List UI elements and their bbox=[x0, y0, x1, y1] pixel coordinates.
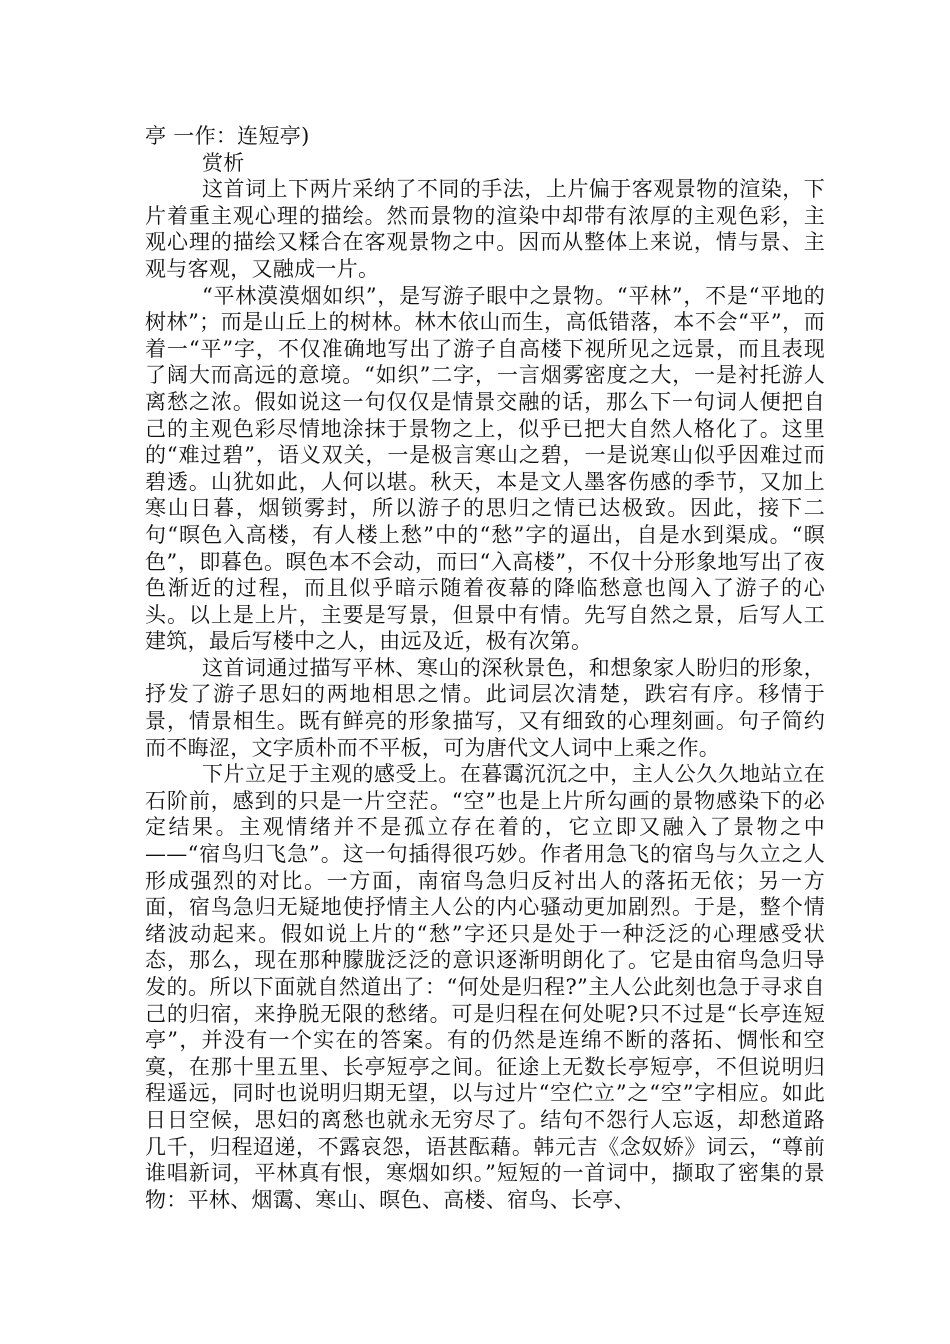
continued-line: 亭 一作：连短亭) bbox=[145, 124, 310, 148]
paragraph-1: 这首词上下两片采纳了不同的手法，上片偏于客观景物的渲染，下片着重主观心理的描绘。然而景物的渲染中却带有浓厚的主观色彩，主观心理的描绘又糅合在客观景物之中。因而从整体上来说，情与景、主观与客观，又融成一片。 bbox=[145, 177, 825, 281]
document-body bbox=[145, 123, 825, 1213]
paragraph-2: “平林漠漠烟如织”，是写游子眼中之景物。“平林”，不是“平地的树林”；而是山丘上的树林。林木依山而生，高低错落，本不会“平”，而着一“平”字，不仅准确地写出了游子自高楼下视所见之远景，而且表现了阔大而高远的意境。“如织”二字，一言烟雾密度之大，一是衬托游人离愁之浓。假如说这一句仅仅是情景交融的话，那么下一句词人便把自己的主观色彩尽情地涂抹于景物之上，似乎已把大自然人格化了。这里的“难过碧”，语义双关，一是极言寒山之碧，一是说寒山似乎因难过而碧透。山犹如此，人何以堪。秋天，本是文人墨客伤感的季节，又加上寒山日暮，烟锁雾封，所以游子的思归之情已达极致。因此，接下二句“暝色入高楼，有人楼上愁”中的“愁”字的逼出，自是水到渠成。“暝色”，即暮色。暝色本不会动，而曰“入高楼”，不仅十分形象地写出了夜色渐近的过程，而且似乎暗示随着夜幕的降临愁意也闯入了游子的心头。以上是上片，主要是写景，但景中有情。先写自然之景，后写人工建筑，最后写楼中之人，由远及近，极有次第。 bbox=[145, 283, 825, 654]
section-heading: 赏析 bbox=[202, 150, 245, 175]
paragraph-3: 这首词通过描写平林、寒山的深秋景色，和想象家人盼归的形象，抒发了游子思妇的两地相思之情。此词层次清楚，跌宕有序。移情于景，情景相生。既有鲜亮的形象描写，又有细致的心理刻画。句子简约而不晦涩，文字质朴而不平板，可为唐代文人词中上乘之作。 bbox=[145, 655, 825, 760]
paragraph-4: 下片立足于主观的感受上。在暮霭沉沉之中，主人公久久地站立在石阶前，感到的只是一片空茫。“空”也是上片所勾画的景物感染下的必定结果。主观情绪并不是孤立存在着的，它立即又融入了景物之中——“宿鸟归飞急”。这一句插得很巧妙。作者用急飞的宿鸟与久立之人形成强烈的对比。一方面，南宿鸟急归反衬出人的落拓无依；另一方面，宿鸟急归无疑地使抒情主人公的内心骚动更加剧烈。于是，整个情绪波动起来。假如说上片的“愁”字还只是处于一种泛泛的心理感受状态，那么，现在那种朦胧泛泛的意识逐渐明朗化了。它是由宿鸟急归导发的。所以下面就自然道出了：“何处是归程?”主人公此刻也急于寻求自己的归宿，来挣脱无限的愁绪。可是归程在何处呢?只不过是“长亭连短亭”，并没有一个实在的答案。有的仍然是连绵不断的落拓、惆怅和空寞，在那十里五里、长亭短亭之间。征途上无数长亭短亭，不但说明归程遥远，同时也说明归期无望，以与过片“空伫立”之“空”字相应。如此日日空候，思妇的离愁也就永无穷尽了。结句不怨行人忘返，却愁道路几千，归程迢递，不露哀怨，语甚酝藉。韩元吉《念奴娇》词云，“尊前谁唱新词，平林真有恨，寒烟如织。”短短的一首词中，撷取了密集的景物：平林、烟霭、寒山、暝色、高楼、宿鸟、长亭、 bbox=[145, 762, 825, 1212]
